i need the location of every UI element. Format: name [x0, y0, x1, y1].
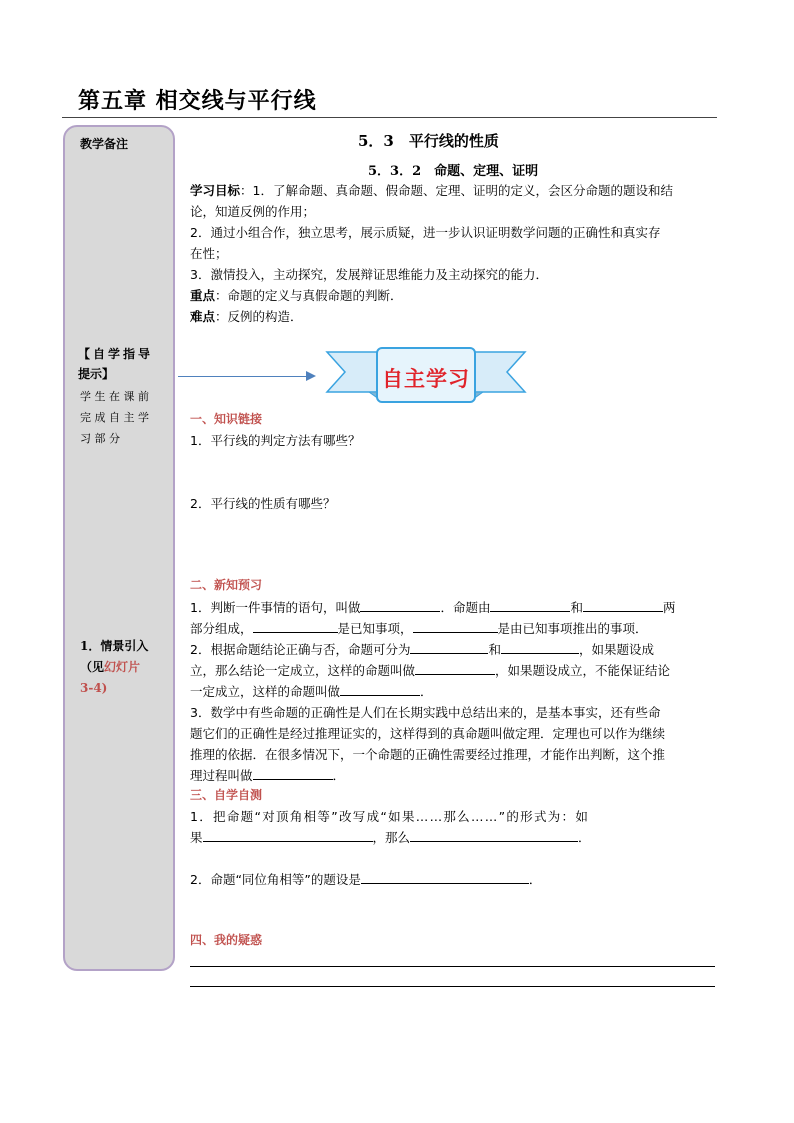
goals-line5: 3．激情投入，主动探究，发展辩证思维能力及主动探究的能力．: [190, 267, 548, 282]
guide-title-line2: 提示】: [78, 367, 115, 381]
answer-line[interactable]: [190, 966, 715, 967]
text: ，那么: [372, 830, 411, 845]
fill-blank[interactable]: [253, 765, 333, 780]
pointer-arrow-head: [306, 371, 316, 381]
part1-heading: 一、知识链接: [190, 412, 263, 426]
teaching-notes-sidebar: [63, 125, 175, 971]
guide-body-line: 完成自主学: [80, 411, 153, 424]
intro-line3: 3-4): [80, 681, 108, 695]
fill-blank[interactable]: [410, 827, 578, 842]
text: 2．根据命题结论正确与否，命题可分为: [190, 642, 411, 657]
part2-line2: [190, 618, 648, 639]
header-rule: [62, 117, 717, 118]
guide-title-line1: 【自学指导: [78, 347, 154, 361]
text: ．: [528, 872, 542, 887]
text: 是由已知事项推出的事项．: [497, 621, 648, 636]
part4-heading: 四、我的疑惑: [190, 933, 263, 947]
difficulty-label: 难点: [190, 309, 216, 324]
text: ．: [332, 768, 346, 783]
fill-blank[interactable]: [415, 660, 495, 675]
fill-blank[interactable]: [501, 639, 579, 654]
text: 两: [663, 600, 676, 615]
fill-blank[interactable]: [583, 597, 663, 612]
key-point-label: 重点: [190, 288, 216, 303]
text: 和: [488, 642, 501, 657]
text: 部分组成，: [190, 621, 253, 636]
text: ．: [420, 684, 433, 699]
text: 和: [570, 600, 583, 615]
text: 是已知事项，: [337, 621, 413, 636]
key-point-text: ：命题的定义与真假命题的判断．: [215, 288, 403, 303]
fill-blank[interactable]: [490, 597, 570, 612]
part2-line5: [190, 681, 433, 702]
part3-question-2: [190, 869, 541, 890]
key-point: [190, 285, 403, 306]
teaching-notes-label: 教学备注: [80, 137, 129, 151]
part2-line8: 推理的依据．在很多情况下，一个命题的正确性需要经过推理，才能作出判断，这个推: [190, 747, 666, 762]
fill-blank[interactable]: [361, 869, 529, 884]
goals-line3: 2．通过小组合作，独立思考，展示质疑，进一步认识证明数学问题的正确性和真实存: [190, 225, 661, 240]
intro-line2: [80, 657, 140, 677]
guide-body-line: 习部分: [80, 432, 124, 445]
fill-blank[interactable]: [360, 597, 440, 612]
text: 2．命题“同位角相等”的题设是: [190, 872, 361, 887]
text: ．命题由: [440, 600, 491, 615]
text: ．: [578, 830, 591, 845]
ribbon-left-tail: [327, 352, 383, 392]
part2-line7: 题它们的正确性是经过推理证实的，这样得到的真命题叫做定理．定理也可以作为继续: [190, 726, 666, 741]
section-title: 5．3 平行线的性质: [358, 132, 499, 150]
goals-line1: [190, 180, 673, 201]
answer-line[interactable]: [190, 986, 715, 987]
intro-line2-prefix: （见: [80, 660, 105, 674]
text: 1．判断一件事情的语句，叫做: [190, 600, 361, 615]
fill-blank[interactable]: [203, 827, 373, 842]
part2-line9: [190, 765, 345, 786]
difficulty: [190, 306, 303, 327]
goals-text: ：1．了解命题、真命题、假命题、定理、证明的定义，会区分命题的题设和结: [240, 183, 673, 198]
goals-label: 学习目标: [190, 183, 241, 198]
difficulty-text: ：反例的构造．: [215, 309, 303, 324]
part3-question-1-line1: 1．把命题“对顶角相等”改写成“如果……那么……”的形式为：如: [190, 809, 590, 824]
part3-heading: 三、自学自测: [190, 788, 263, 802]
part2-heading: 二、新知预习: [190, 578, 263, 592]
subsection-title: 5．3．2 命题、定理、证明: [368, 164, 539, 179]
part2-line3: [190, 639, 654, 660]
part2-line4: [190, 660, 670, 681]
banner-text: 自主学习: [382, 367, 470, 391]
fill-blank[interactable]: [253, 618, 338, 633]
text: ，如果题设成: [578, 642, 654, 657]
intro-line1: 1．情景引入: [80, 639, 149, 653]
part2-line1: [190, 597, 676, 618]
chapter-title: 第五章 相交线与平行线: [78, 88, 317, 114]
part3-question-1-line2: [190, 827, 591, 848]
goals-line4: 在性；: [190, 246, 228, 261]
intro-slide-link[interactable]: 幻灯片: [104, 660, 141, 674]
part1-question-2: 2．平行线的性质有哪些？: [190, 496, 336, 511]
text: 一定成立，这样的命题叫做: [190, 684, 341, 699]
text: 果: [190, 830, 203, 845]
fill-blank[interactable]: [340, 681, 420, 696]
guide-body-line: 学生在课前: [80, 390, 153, 403]
pointer-arrow-line: [178, 376, 308, 377]
text: 立，那么结论一定成立，这样的命题叫做: [190, 663, 416, 678]
fill-blank[interactable]: [413, 618, 498, 633]
text: ，如果题设成立，不能保证结论: [495, 663, 671, 678]
fill-blank[interactable]: [410, 639, 488, 654]
guide-body: [80, 386, 153, 449]
goals-line2: 论，知道反例的作用；: [190, 204, 316, 219]
ribbon-right-tail: [469, 352, 525, 392]
text: 理过程叫做: [190, 768, 253, 783]
part2-line6: 3．数学中有些命题的正确性是人们在长期实践中总结出来的，是基本事实，还有些命: [190, 705, 661, 720]
part1-question-1: 1．平行线的判定方法有哪些？: [190, 433, 361, 448]
